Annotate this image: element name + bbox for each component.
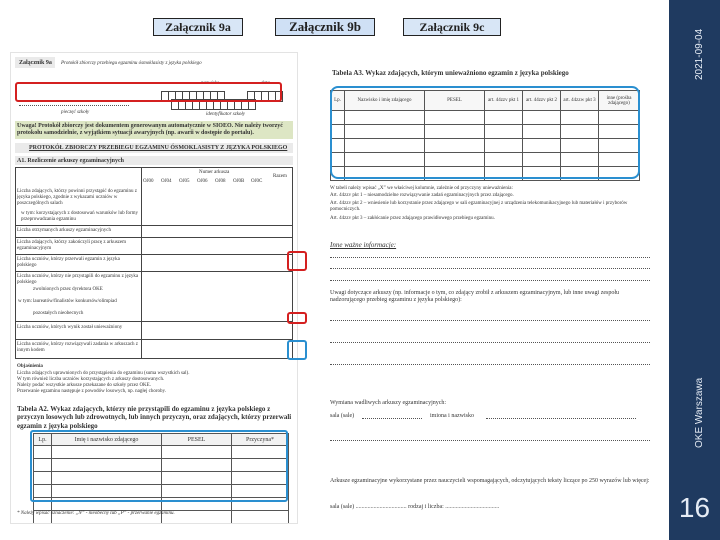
other-info-line-2 bbox=[330, 268, 650, 269]
sheets-used-label: Arkusze egzaminacyjne wykorzystane przez nauczycieli wspomagających, odczytujących teksty liczące po 250 wyrazów lub więcej: bbox=[330, 478, 650, 484]
organization-label: OKE Warszawa bbox=[694, 377, 705, 448]
warning-highlight bbox=[15, 82, 282, 102]
remarks-line-1 bbox=[330, 320, 650, 321]
room-line bbox=[362, 418, 422, 419]
a3-instruction-3: Art. 44zzv pkt 3 – zakłócanie przez zdającego prawidłowego przebiegu egzaminu. bbox=[330, 216, 495, 221]
a3-header-pkt2: art. 44zzv pkt 2 bbox=[523, 91, 561, 111]
a2-header-lp: Lp. bbox=[34, 434, 52, 446]
a1-row-10: Liczba uczniów, których wynik został unieważniony bbox=[17, 325, 123, 330]
a3-header-pkt1: art. 44zzv pkt 1 bbox=[485, 91, 523, 111]
tab-zalacznik-9a[interactable]: Załącznik 9a bbox=[153, 18, 243, 36]
table-a1-divider bbox=[141, 167, 142, 359]
a1-row-7: zwolnionych przez dyrektora OKE bbox=[33, 287, 103, 292]
a3-instruction-1: Art. 44zzv pkt 1 – niesamodzielne rozwiązywanie zadań egzaminacyjnych przez zdającego. bbox=[330, 193, 514, 198]
note-3: Należy podać wszystkie arkusze przekazane do szkoły przez OKE. bbox=[17, 383, 151, 388]
a1-row-3: Liczba otrzymanych arkuszy egzaminacyjnych bbox=[17, 228, 111, 233]
tab-zalacznik-9b[interactable]: Załącznik 9b bbox=[275, 18, 375, 36]
a3-header-lp: Lp. bbox=[331, 91, 345, 111]
razem-label: Razem bbox=[273, 174, 287, 179]
names-label: imiona i nazwisko bbox=[430, 413, 474, 419]
code-oj00: OJ00 bbox=[143, 179, 154, 184]
code-oj0c: OJ0C bbox=[251, 179, 263, 184]
school-id-caption: identyfikator szkoły bbox=[206, 112, 246, 117]
w-tym-label: w tym: bbox=[18, 299, 33, 304]
a1-row-4: Liczba zdających, którzy zakończyli pracę z arkuszem egzaminacyjnym bbox=[17, 240, 126, 251]
date-caption: data bbox=[261, 81, 270, 86]
table-a2-title: Tabela A2. Wykaz zdających, którzy nie przystąpili do egzaminu z języka polskiego z przyczyn losowych lub zdrowotnych, lub innych przyczyn, oraz zdających, którzy przerwali egzamin z języka polskiego bbox=[17, 405, 292, 430]
section-a1-title: A1. Rozliczenie arkuszy egzaminacyjnych bbox=[17, 158, 124, 164]
remarks-line-2 bbox=[330, 342, 650, 343]
room-label: sala (sale) bbox=[330, 413, 355, 419]
replacement-line bbox=[330, 440, 650, 441]
code-oj05: OJ05 bbox=[179, 179, 190, 184]
other-info-line-1 bbox=[330, 257, 650, 258]
a1-rule-6 bbox=[15, 339, 293, 340]
marker-red-1[interactable] bbox=[287, 251, 307, 271]
school-stamp-line bbox=[19, 105, 129, 106]
sheets-room-line: sala (sale) .................................. rodzaj i liczba: .................................... bbox=[330, 504, 500, 510]
a1-row-5: Liczba uczniów, którzy przerwali egzamin z języka polskiego bbox=[17, 257, 120, 268]
a1-rule-1 bbox=[15, 225, 293, 226]
table-a3-title: Tabela A3. Wykaz zdających, którym unieważniono egzamin z języka polskiego bbox=[332, 69, 569, 77]
protocol-header: PROTOKÓŁ ZBIORCZY PRZEBIEGU EGZAMINU ÓSMOKLASISTY Z JĘZYKA POLSKIEGO bbox=[29, 145, 288, 151]
zal-label: Załącznik 9a bbox=[19, 60, 52, 66]
marker-red-2[interactable] bbox=[287, 312, 307, 324]
other-info-label: Inne ważne informacje: bbox=[330, 241, 397, 249]
a2-header-name: Imię i nazwisko zdającego bbox=[52, 434, 162, 446]
a1-row-11: Liczba uczniów, którzy rozwiązywali zadania w arkuszach z innym kodem bbox=[17, 342, 139, 353]
a1-rule-5 bbox=[15, 321, 293, 322]
a3-header-pesel: PESEL bbox=[425, 91, 485, 111]
a1-row-2: w tym: korzystających z dostosowań warunków lub formy przeprowadzania egzaminu bbox=[21, 211, 139, 222]
table-a2-footnote: * Należy wpisać oznaczenie: „N” - nieobecny lub „P” - przerwanie egzaminu. bbox=[17, 511, 175, 516]
sidebar bbox=[669, 0, 720, 540]
notes-title: Objaśnienia bbox=[17, 364, 43, 369]
table-a2-highlight bbox=[30, 430, 288, 502]
automatic-protocol-warning: Uwaga! Protokół zbiorczy jest dokumentem generowanym automatycznie w SIOEO. Nie należy tworzyć protokołu samodzielnie, z wyjątkiem sytuacji awaryjnych (np. awarii w dostępie do portalu). bbox=[17, 123, 283, 137]
code-oj08: OJ08 bbox=[215, 179, 226, 184]
a3-instructions-intro: W tabeli należy wpisać „X” we właściwej kolumnie, zależnie od przyczyny unieważnienia: bbox=[330, 186, 513, 191]
stamp-caption: pieczęć szkoły bbox=[61, 110, 90, 115]
note-1: Liczba zdających uprawnionych do przystąpienia do egzaminu (suma wszystkich sal). bbox=[17, 371, 190, 376]
a1-rule-3 bbox=[15, 254, 293, 255]
note-4: Przerwanie egzaminu następuje z powodów losowych, np. nagłej choroby. bbox=[17, 389, 166, 394]
other-info-line-3 bbox=[330, 280, 650, 281]
zal-subtitle: Protokół zbiorczy przebiegu egzaminu ósmoklasisty z języka polskiego bbox=[61, 61, 202, 66]
a1-row-8: laureatów/finalistów konkursów/olimpiad bbox=[33, 299, 117, 304]
code-oj04: OJ04 bbox=[161, 179, 172, 184]
a1-rule-4 bbox=[15, 271, 293, 272]
a2-header-pesel: PESEL bbox=[162, 434, 232, 446]
a3-instruction-2: Art. 44zzv pkt 2 – wniesienie lub korzystanie przez zdającego w sali egzaminacyjnej z urządzenia telekomunikacyjnego lub materiałów i przyborów pomocniczych. bbox=[330, 201, 628, 212]
remarks-label: Uwagi dotyczące arkuszy (np. informacje o tym, co zdający zrobił z arkuszem egzaminacyjnym, lub inne uwagi zespołu nadzorującego przebieg egzaminu z języka polskiego): bbox=[330, 290, 620, 304]
a1-row-6: Liczba uczniów, którzy nie przystąpili do egzaminu z języka polskiego bbox=[17, 274, 139, 285]
names-line bbox=[486, 418, 636, 419]
page-number: 16 bbox=[678, 492, 711, 523]
a2-header-reason: Przyczyna* bbox=[232, 434, 289, 446]
a1-rule-2 bbox=[15, 237, 293, 238]
surname-caption: nazwisko bbox=[201, 81, 220, 86]
a1-row-9: pozostałych nieobecnych bbox=[33, 311, 84, 316]
date-label: 2021-09-04 bbox=[694, 28, 705, 80]
codes-header: Numer arkusza bbox=[199, 170, 230, 175]
code-oj0b: OJ0B bbox=[233, 179, 245, 184]
a3-header-pkt3: art. 44zzw pkt 3 bbox=[561, 91, 599, 111]
marker-blue[interactable] bbox=[287, 340, 307, 360]
code-oj06: OJ06 bbox=[197, 179, 208, 184]
replacement-label: Wymiana wadliwych arkuszy egzaminacyjnych: bbox=[330, 400, 447, 406]
a3-header-name: Nazwisko i imię zdającego bbox=[345, 91, 425, 111]
note-2: W tym również liczba uczniów korzystających z arkuszy dostosowanych. bbox=[17, 377, 165, 382]
tab-zalacznik-9c[interactable]: Załącznik 9c bbox=[403, 18, 501, 36]
a1-row-1: Liczba zdających, którzy powinni przystąpić do egzaminu z języka polskiego, zgodnie z wykazami uczniów w poszczególnych salach bbox=[17, 189, 137, 206]
table-a3-highlight bbox=[330, 86, 640, 179]
a3-header-other: inne (prośba zdającego) bbox=[599, 91, 640, 111]
remarks-line-3 bbox=[330, 364, 650, 365]
